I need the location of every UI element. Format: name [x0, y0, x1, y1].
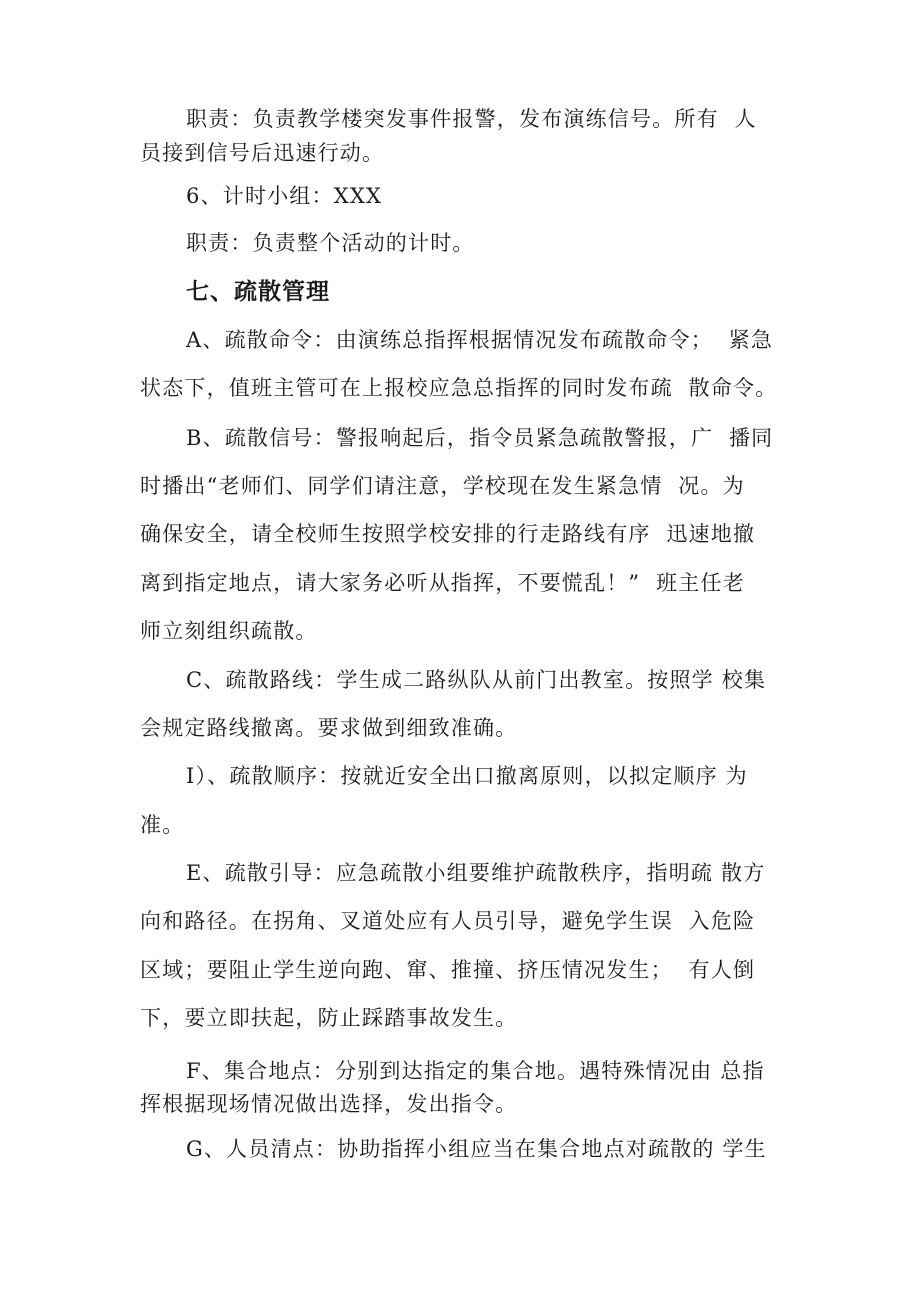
- text-line: I）、疏散顺序：按就近安全出口撤离原则，以拟定顺序 为: [186, 764, 748, 788]
- text-line: B、疏散信号：警报响起后，指令员紧急疏散警报，广 播同: [186, 426, 774, 450]
- text-line: A、疏散命令：由演练总指挥根据情况发布疏散命令； 紧急: [186, 328, 774, 352]
- text-line: 准。: [140, 813, 185, 837]
- text-line: 员接到信号后迅速行动。: [140, 141, 385, 165]
- text-line: G、人员清点：协助指挥小组应当在集合地点对疏散的 学生: [186, 1137, 767, 1161]
- text-line: 会规定路线撤离。要求做到细致准确。: [140, 716, 518, 740]
- section-heading: 七、疏散管理: [186, 279, 330, 305]
- text-line: 确保安全，请全校师生按照学校安排的行走路线有序 迅速地撤: [140, 522, 756, 546]
- text-line: 师立刻组织疏散。: [140, 619, 318, 643]
- text-line: F、集合地点：分别到达指定的集合地。遇特殊情况由 总指: [186, 1059, 765, 1083]
- text-line: E、疏散引导：应急疏散小组要维护疏散秩序，指明疏 散方: [186, 861, 766, 885]
- text-line: C、疏散路线：学生成二路纵队从前门出教室。按照学 校集: [186, 668, 767, 692]
- text-line: 离到指定地点，请大家务必听从指挥，不要慌乱！” 班主任老: [140, 571, 745, 595]
- text-line: 挥根据现场情况做出选择，发出指令。: [140, 1092, 518, 1116]
- text-line: 区域；要阻止学生逆向跑、窜、推撞、挤压情况发生； 有人倒: [140, 958, 756, 982]
- text-line: 职责：负责教学楼突发事件报警，发布演练信号。所有 人: [186, 107, 757, 131]
- text-line: 状态下，值班主管可在上报校应急总指挥的同时发布疏 散命令。: [140, 376, 778, 400]
- text-line: 下，要立即扶起，防止踩踏事故发生。: [140, 1006, 518, 1030]
- text-line: 职责：负责整个活动的计时。: [186, 231, 475, 255]
- text-line: 6、计时小组：XXX: [186, 184, 383, 208]
- text-line: 向和路径。在拐角、叉道处应有人员引导，避免学生误 入危险: [140, 909, 756, 933]
- text-line: 时播出“老师们、同学们请注意，学校现在发生紧急情 况。为: [140, 474, 745, 498]
